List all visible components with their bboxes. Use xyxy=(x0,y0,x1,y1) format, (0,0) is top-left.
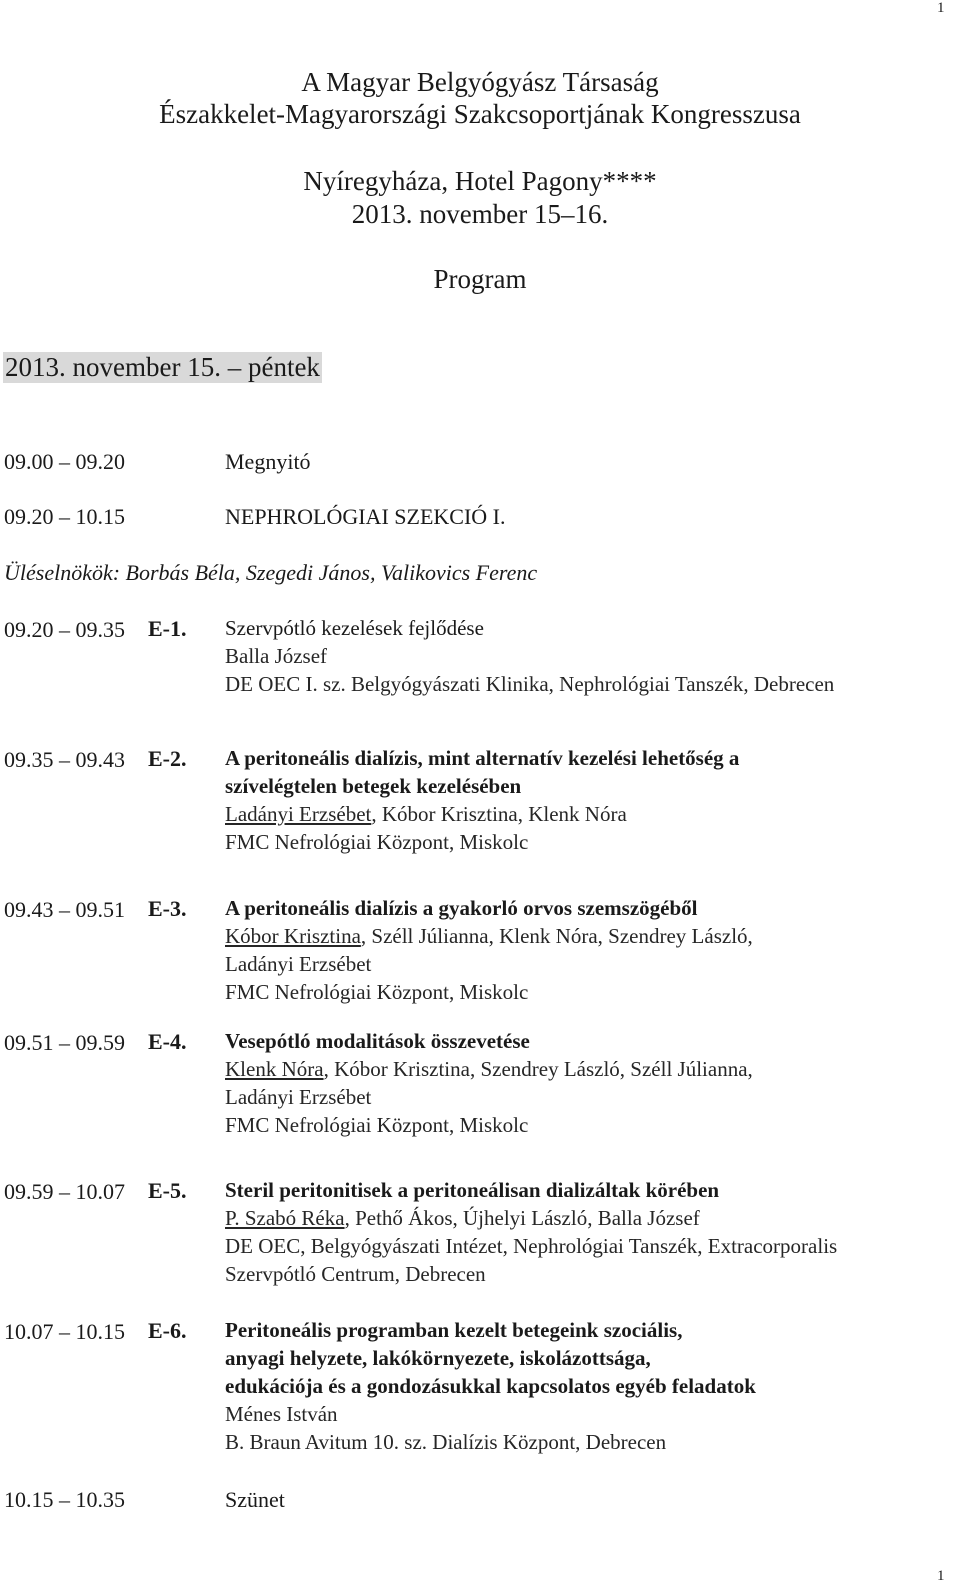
co-authors: , Széll Júlianna, Klenk Nóra, Szendrey László, xyxy=(360,924,753,948)
talk-affiliation: Szervpótló Centrum, Debrecen xyxy=(225,1262,486,1286)
talk-authors xyxy=(225,924,753,949)
talk-code: E-2. xyxy=(148,746,187,771)
talk-affiliation: FMC Nefrológiai Központ, Miskolc xyxy=(225,1113,529,1137)
presenter-name: Klenk Nóra xyxy=(225,1057,324,1081)
page-title: Program xyxy=(433,264,527,294)
header-society: A Magyar Belgyógyász Társaság xyxy=(301,67,659,97)
break-title: Szünet xyxy=(225,1487,285,1512)
co-authors: , Kóbor Krisztina, Szendrey László, Széll Júlianna, xyxy=(323,1057,753,1081)
talk-authors xyxy=(225,644,327,669)
talk-code: E-3. xyxy=(148,896,187,921)
page-number-bottom: 1 xyxy=(937,1568,945,1584)
talk-title: Szervpótló kezelések fejlődése xyxy=(225,616,484,640)
talk-time: 09.35 – 09.43 xyxy=(4,747,125,772)
item-time: 09.20 – 10.15 xyxy=(4,504,125,529)
talk-title: edukációja és a gondozásukkal kapcsolatos egyéb feladatok xyxy=(225,1374,756,1398)
co-authors: , Kóbor Krisztina, Klenk Nóra xyxy=(371,802,627,826)
header-dates: 2013. november 15–16. xyxy=(351,199,609,229)
talk-time: 09.20 – 09.35 xyxy=(4,617,125,642)
talk-code: E-4. xyxy=(148,1029,187,1054)
header-congress: Északkelet-Magyarországi Szakcsoportjának Kongresszusa xyxy=(159,99,801,129)
talk-authors-cont: Ladányi Erzsébet xyxy=(225,952,372,976)
co-authors: , Pethő Ákos, Újhelyi László, Balla József xyxy=(344,1206,700,1230)
talk-authors xyxy=(225,1057,753,1082)
talk-code: E-1. xyxy=(148,616,187,641)
talk-time: 10.07 – 10.15 xyxy=(4,1319,125,1344)
presenter-name: P. Szabó Réka xyxy=(225,1206,345,1230)
talk-title: szívelégtelen betegek kezelésében xyxy=(225,774,522,798)
session-title: NEPHROLÓGIAI SZEKCIÓ I. xyxy=(225,504,506,529)
presenter-name: Kóbor Krisztina xyxy=(225,924,361,948)
talk-title: A peritoneális dialízis a gyakorló orvos szemszögéből xyxy=(225,896,698,920)
item-time: 09.00 – 09.20 xyxy=(4,449,125,474)
talk-affiliation: B. Braun Avitum 10. sz. Dialízis Központ, Debrecen xyxy=(225,1430,667,1454)
talk-title: Vesepótló modalitások összevetése xyxy=(225,1029,530,1053)
talk-authors-cont: Ladányi Erzsébet xyxy=(225,1085,372,1109)
talk-affiliation: DE OEC I. sz. Belgyógyászati Klinika, Nephrológiai Tanszék, Debrecen xyxy=(225,672,835,696)
talk-authors xyxy=(225,1402,338,1427)
item-title: Megnyitó xyxy=(225,449,311,474)
talk-affiliation: FMC Nefrológiai Központ, Miskolc xyxy=(225,830,529,854)
talk-code: E-6. xyxy=(148,1318,187,1343)
talk-time: 09.59 – 10.07 xyxy=(4,1179,125,1204)
presenter-name: Ladányi Erzsébet xyxy=(225,802,372,826)
co-authors: Balla József xyxy=(225,644,328,668)
talk-time: 09.51 – 09.59 xyxy=(4,1030,125,1055)
talk-title: A peritoneális dialízis, mint alternatív kezelési lehetőség a xyxy=(225,746,740,770)
talk-time: 09.43 – 09.51 xyxy=(4,897,125,922)
break-time: 10.15 – 10.35 xyxy=(4,1487,125,1512)
talk-title: anyagi helyzete, lakókörnyezete, iskolázottsága, xyxy=(225,1346,651,1370)
talk-affiliation: FMC Nefrológiai Központ, Miskolc xyxy=(225,980,529,1004)
page-number-top: 1 xyxy=(937,0,945,16)
co-authors: Ménes István xyxy=(225,1402,338,1426)
talk-title: Peritoneális programban kezelt betegeink szociális, xyxy=(225,1318,683,1342)
session-chairs: Üléselnökök: Borbás Béla, Szegedi János, Valikovics Ferenc xyxy=(4,560,538,585)
talk-code: E-5. xyxy=(148,1178,187,1203)
talk-authors xyxy=(225,1206,700,1231)
talk-title: Steril peritonitisek a peritoneálisan dializáltak körében xyxy=(225,1178,720,1202)
talk-affiliation: DE OEC, Belgyógyászati Intézet, Nephrológiai Tanszék, Extracorporalis xyxy=(225,1234,838,1258)
header-venue: Nyíregyháza, Hotel Pagony**** xyxy=(303,166,657,196)
day-heading: 2013. november 15. – péntek xyxy=(5,352,320,382)
talk-authors xyxy=(225,802,627,827)
